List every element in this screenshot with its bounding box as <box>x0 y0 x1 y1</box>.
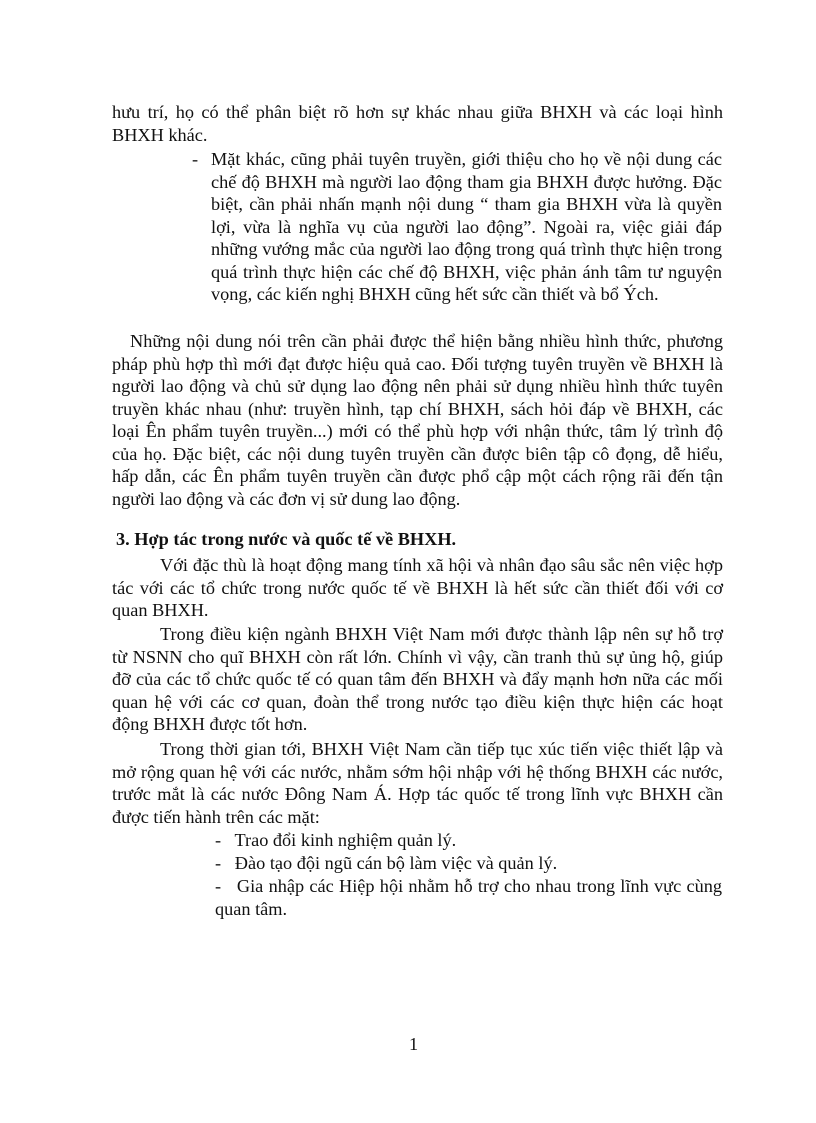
section-paragraph-2: Trong điều kiện ngành BHXH Việt Nam mới được thành lập nên sự hỗ trợ từ NSNN cho quĩ BHXH còn rất lớn. Chính vì vậy, cần tranh thủ sự ủng hộ, giúp đỡ của các tổ chức quốc tế có quan tâm đến BHXH và đẩy mạnh hơn nữa các mối quan hệ với các cơ quan, đoàn thể trong nước tạo điều kiện thực hiện các hoạt động BHXH được tốt hơn. <box>112 624 723 734</box>
bullet-dash: - <box>192 149 199 169</box>
list-item: - Trao đổi kinh nghiệm quản lý. <box>215 830 457 850</box>
paragraph-forms: Những nội dung nói trên cần phải được thể hiện bằng nhiều hình thức, phương pháp phù hợp thì mới đạt được hiệu quả cao. Đối tượng tuyên truyền về BHXH là người lao động và chủ sử dụng lao động nên phải sử dụng nhiều hình thức tuyên truyền khác nhau (như: truyền hình, tạp chí BHXH, sách hỏi đáp về BHXH, các loại Ên phẩm tuyên truyền...) mới có thể phù hợp với nhận thức, tâm lý trình độ của họ. Đặc biệt, các nội dung tuyên truyền cần được biên tập cô đọng, dễ hiểu, hấp dẫn, các Ên phẩm tuyên truyền cần được phổ cập một cách rộng rãi đến tận người lao động và các đơn vị sử dung lao động. <box>112 331 723 509</box>
list-item: - Đào tạo đội ngũ cán bộ làm việc và quản lý. <box>215 853 558 873</box>
list-item: - Gia nhập các Hiệp hội nhằm hỗ trợ cho nhau trong lĩnh vực cùng quan tâm. <box>215 876 727 919</box>
bullet-paragraph: Mặt khác, cũng phải tuyên truyền, giới thiệu cho họ về nội dung các chế độ BHXH mà người lao động tham gia BHXH được hưởng. Đặc biệt, cần phải nhấn mạnh nội dung “ tham gia BHXH vừa là quyền lợi, vừa là nghĩa vụ của người lao động”. Ngoài ra, việc giải đáp những vướng mắc của người lao động trong quá trình thực hiện trong quá trình thực hiện các chế độ BHXH, việc phản ánh tâm tư nguyện vọng, các kiến nghị BHXH cũng hết sức cần thiết và bổ Ých. <box>211 149 722 304</box>
section-paragraph-3: Trong thời gian tới, BHXH Việt Nam cần tiếp tục xúc tiến việc thiết lập và mở rộng quan hệ với các nước, nhằm sớm hội nhập với hệ thống BHXH các nước, trước mắt là các nước Đông Nam Á. Hợp tác quốc tế trong lĩnh vực BHXH cần được tiến hành trên các mặt: <box>112 739 723 827</box>
paragraph-continuation: hưu trí, họ có thể phân biệt rõ hơn sự khác nhau giữa BHXH và các loại hình BHXH khác. <box>112 102 723 145</box>
page-number: 1 <box>409 1034 419 1054</box>
section-heading: 3. Hợp tác trong nước và quốc tế về BHXH. <box>116 529 457 549</box>
section-paragraph-1: Với đặc thù là hoạt động mang tính xã hội và nhân đạo sâu sắc nên việc hợp tác với các tổ chức trong nước quốc tế về BHXH là hết sức cần thiết đối với cơ quan BHXH. <box>112 555 723 620</box>
